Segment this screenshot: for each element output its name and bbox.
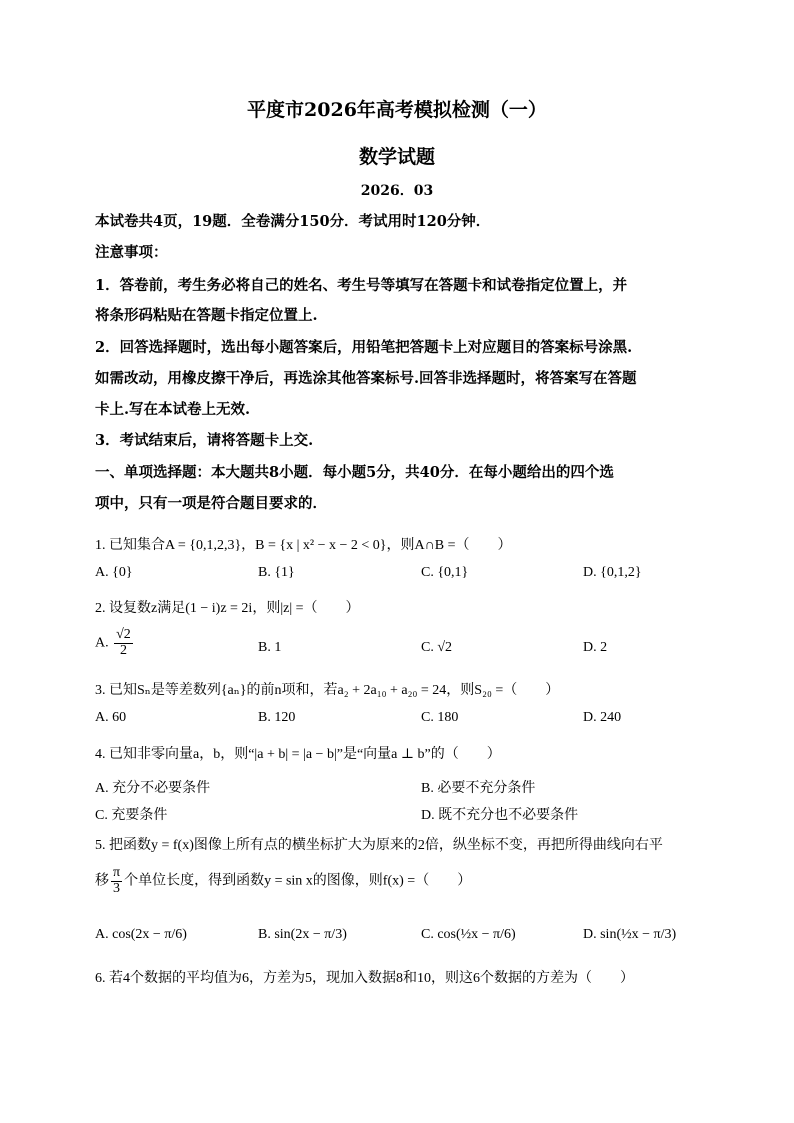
notice-2-line-2: 如需改动，用橡皮擦干净后，再选涂其他答案标号.回答非选择题时，将答案写在答题 (95, 370, 637, 387)
question-3-option-a[interactable]: A. 60 (95, 710, 127, 725)
question-2-option-b[interactable]: B. 1 (258, 640, 282, 655)
stem-text: 个单位长度，得到函数y = sin x的图像，则f(x) =（ ） (124, 873, 472, 889)
notice-2-line-3: 卡上.写在本试卷上无效. (95, 401, 251, 418)
fraction (114, 628, 133, 658)
question-2-stem: 2. 设复数z满足(1 − i)z = 2i，则|z| =（ ） (95, 601, 360, 616)
fraction-denominator: 3 (113, 880, 121, 896)
question-2-option-a[interactable] (95, 628, 135, 658)
option-label: A. (95, 635, 109, 651)
question-1-option-a[interactable]: A. {0} (95, 565, 133, 580)
notice-1-line-1: 1．答卷前，考生务必将自己的姓名、考生号等填写在答题卡和试卷指定位置上，并 (95, 277, 628, 294)
section-heading-line-1: 一、单项选择题：本大题共8小题．每小题5分，共40分．在每小题给出的四个选 (95, 464, 614, 481)
fraction (111, 866, 122, 896)
question-5-option-a[interactable]: A. cos(2x − π/6) (95, 927, 187, 942)
exam-title: 平度市2026年高考模拟检测（一） (247, 99, 547, 121)
question-2-option-c[interactable]: C. √2 (421, 640, 453, 655)
question-3-option-d[interactable]: D. 240 (583, 710, 622, 725)
question-1-option-c[interactable]: C. {0,1} (421, 565, 469, 580)
fraction-denominator: 2 (119, 642, 127, 658)
question-4-stem: 4. 已知非零向量a，b，则“|a + b| = |a − b|”是“向量a ⊥ b”的（ ） (95, 747, 501, 762)
question-5-stem-line-1: 5. 把函数y = f(x)图像上所有点的横坐标扩大为原来的2倍，纵坐标不变，再把所得曲线向右平 (95, 838, 663, 853)
notice-3: 3．考试结束后，请将答题卡上交. (95, 432, 314, 449)
question-1-option-b[interactable]: B. {1} (258, 565, 295, 580)
question-5-option-c[interactable]: C. cos(½x − π/6) (421, 927, 516, 942)
question-5-option-b[interactable]: B. sin(2x − π/3) (258, 927, 347, 942)
exam-info: 本试卷共4页，19题．全卷满分150分．考试用时120分钟． (95, 213, 491, 230)
question-3-option-c[interactable]: C. 180 (421, 710, 459, 725)
fraction-numerator: √2 (116, 627, 131, 642)
question-2-option-d[interactable]: D. 2 (583, 640, 608, 655)
question-6-stem: 6. 若4个数据的平均值为6，方差为5，现加入数据8和10，则这6个数据的方差为（ ） (95, 971, 634, 986)
section-heading-line-2: 项中，只有一项是符合题目要求的． (95, 495, 327, 512)
question-4-option-d[interactable]: D. 既不充分也不必要条件 (421, 808, 579, 823)
question-4-option-c[interactable]: C. 充要条件 (95, 808, 168, 823)
notice-title: 注意事项： (95, 244, 168, 261)
question-1-option-d[interactable]: D. {0,1,2} (583, 565, 642, 580)
question-4-option-a[interactable]: A. 充分不必要条件 (95, 781, 211, 796)
notice-1-line-2: 将条形码粘贴在答题卡指定位置上. (95, 307, 318, 324)
stem-text: 移 (95, 873, 109, 889)
question-4-option-b[interactable]: B. 必要不充分条件 (421, 781, 536, 796)
notice-2-line-1: 2．回答选择题时，选出每小题答案后，用铅笔把答题卡上对应题目的答案标号涂黑. (95, 339, 633, 356)
fraction-numerator: π (113, 865, 121, 880)
question-5-option-d[interactable]: D. sin(½x − π/3) (583, 927, 677, 942)
question-3-stem: 3. 已知Sₙ是等差数列{aₙ}的前n项和，若a₂ + 2a₁₀ + a₂₀ = 24，则S₂₀ =（ ） (95, 683, 560, 698)
question-1-stem: 1. 已知集合A = {0,1,2,3}，B = {x | x² − x − 2 < 0}，则A∩B =（ ） (95, 538, 512, 553)
exam-date: 2026．03 (360, 183, 434, 199)
question-5-stem-line-2 (95, 866, 471, 896)
question-3-option-b[interactable]: B. 120 (258, 710, 296, 725)
exam-subtitle: 数学试题 (358, 146, 435, 168)
